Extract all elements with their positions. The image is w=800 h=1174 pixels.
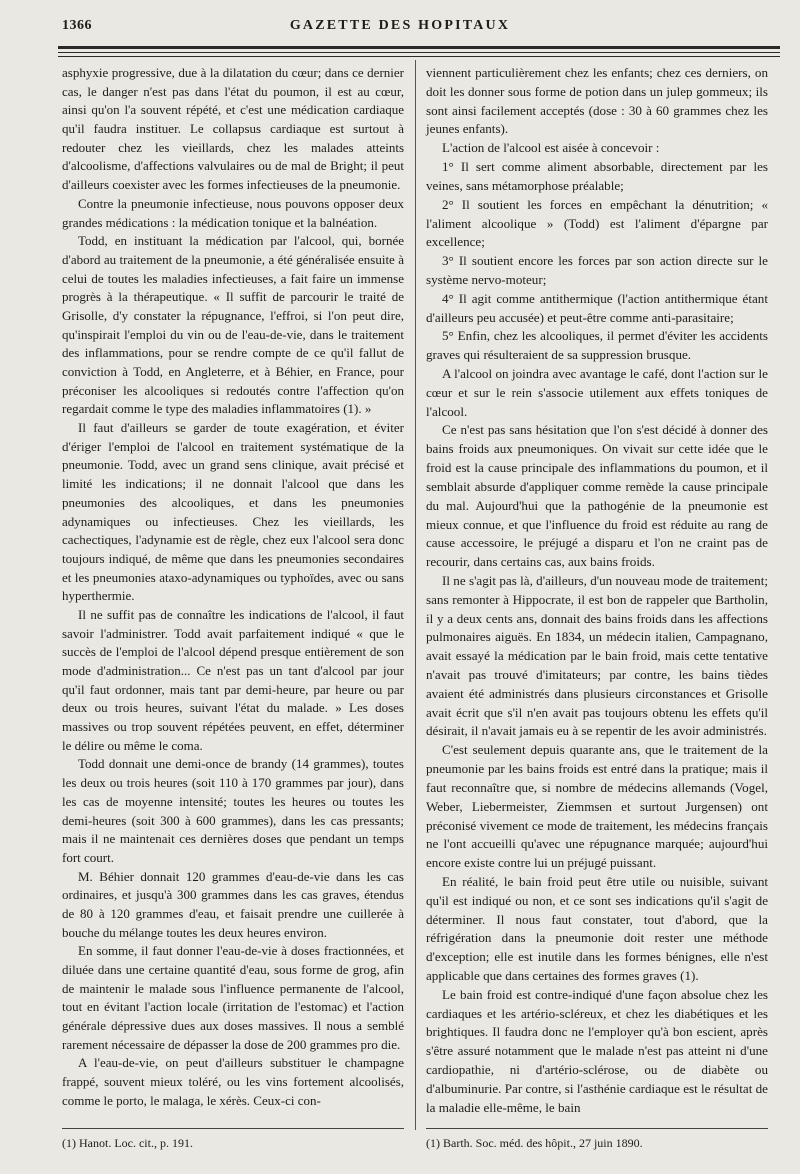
- footnote-rule: [62, 1128, 404, 1129]
- list-item: 3° Il soutient encore les forces par son action directe sur le système nervo-moteur;: [426, 253, 768, 287]
- paragraph: M. Béhier donnait 120 grammes d'eau-de-vie dans les cas ordinaires, et jusqu'à 300 grammes dans les cas graves, étendus de 80 à 120 grammes d'eau, et faisait prendre une cuillerée à bouche du mélange toutes les deux heures environ.: [62, 868, 404, 940]
- paragraph: A l'eau-de-vie, on peut d'ailleurs substituer le champagne frappé, souvent mieux toléré, ou les vins fortement alcoolisés, comme le porto, le malaga, le xérès. Ceux-ci con-: [62, 1055, 404, 1108]
- paragraph: Il ne suffit pas de connaître les indications de l'alcool, il faut savoir l'administrer. Todd avait parfaitement indiqué « que le succès de l'emploi de l'alcool dépend presque entièrement de son mode d'administration... Ce n'est pas un tant d'alcool par jour qu'il faut ordonner, mais tant par demi-heure, par heure ou par deux ou trois heures, suivant l'état du malade. » Les doses massives ou trop souvent répétées peuvent, en effet, déterminer le délire ou même le coma.: [62, 606, 404, 753]
- right-column: [426, 64, 768, 1118]
- paragraph: Todd, en instituant la médication par l'alcool, qui, bornée d'abord au traitement de la pneumonie, a été généralisée ensuite à celui de toutes les maladies infectieuses, a fait faire un immense progrès à la thérapeutique. « Il suffit de parcourir le traité de Grisolle, d'y constater la répugnance, l'effroi, si l'on peut dire, qu'inspirait l'emploi du vin ou de l'eau-de-vie, dans le traitement des inflammations, pour se rendre compte de ce qu'il fallut de conviction à Todd, en Angleterre, et à Béhier, en France, pour préconiser les alcooliques si redoutés contre l'affection qu'on regardait comme le type des maladies inflammatoires (1). »: [62, 233, 404, 417]
- paragraph: En somme, il faut donner l'eau-de-vie à doses fractionnées, et diluée dans une certaine quantité d'eau, sous forme de grog, afin de maintenir le malade sous l'influence permanente de l'alcool, tout en évitant l'action locale (irritation de l'estomac) et l'action générale dépressive dues aux doses massives. Il nous a semblé rarement nécessaire de dépasser la dose de 200 grammes pro die.: [62, 943, 404, 1052]
- journal-title: GAZETTE DES HOPITAUX: [289, 18, 511, 33]
- page-number: 1366: [62, 18, 92, 33]
- column-divider: [415, 60, 416, 1130]
- list-item: 4° Il agit comme antithermique (l'action antithermique étant d'ailleurs peu accusée) et peut-être comme anti-parasitaire;: [426, 290, 768, 325]
- list-item: 2° Il soutient les forces en empêchant la dénutrition; « l'aliment alcoolique » (Todd) est l'aliment d'épargne par excellence;: [426, 196, 768, 250]
- paragraph: Il faut d'ailleurs se garder de toute exagération, et éviter d'ériger l'emploi de l'alcool en traitement systématique de la pneumonie. Todd, avec un grand sens clinique, avait précisé et limité les indications; il ne donnait l'alcool que dans les pneumonies des alcooliques, et dans les pneumonies adynamiques ou infectieuses. Chez les vieillards, les cachectiques, l'adynamie est de règle, chez eux l'alcool sera donc toujours indiqué, de même que dans les pneumonies secondaires et les pneumonies ataxo-adynamiques ou typhoïdes, avec ou sans hyperthermie.: [62, 420, 404, 604]
- page-header: [0, 18, 800, 40]
- paragraph: Ce n'est pas sans hésitation que l'on s'est décidé à donner des bains froids aux pneumoniques. On vivait sur cette idée que le froid est la cause principale des inflammations du poumon, et il semblait absurde d'appliquer comme remède la cause principale du mal. Aujourd'hui que la pathogénie de la pneumonie est mieux connue, et que l'influence du froid est réduite au rang de cause accessoire, le préjugé a disparu et l'on ne craint pas de recourir, dans certains cas, aux bains froids.: [426, 422, 768, 570]
- footnote-right: (1) Barth. Soc. méd. des hôpit., 27 juin 1890.: [426, 1136, 643, 1150]
- header-rule-thin: [58, 52, 780, 53]
- paragraph: L'action de l'alcool est aisée à concevoir :: [442, 140, 660, 156]
- paragraph: viennent particulièrement chez les enfants; chez ces derniers, on doit les donner sous forme de potion dans un julep gommeux; ils sont ainsi facilement acceptés (dose : 30 à 60 grammes chez les jeunes enfants).: [426, 65, 768, 137]
- paragraph: C'est seulement depuis quarante ans, que le traitement de la pneumonie par les bains froids est entré dans la pratique; mais il faut reconnaître que, si nombre de médecins allemands (Vogel, Weber, Liebermeister, Ziemmsen et surtout Jurgensen) ont préconisé vivement ce mode de traitement, les médecins français ne l'ont accueilli qu'avec une répugnance marquée; aujourd'hui encore existe contre lui un préjugé puissant.: [426, 742, 768, 871]
- footnote-rule: [426, 1128, 768, 1129]
- header-rule-thin-2: [58, 56, 780, 57]
- paragraph: A l'alcool on joindra avec avantage le café, dont l'action sur le cœur et sur le rein s'associe utilement aux effets toniques de l'alcool.: [426, 366, 768, 419]
- left-column: [62, 64, 404, 1111]
- paragraph: Le bain froid est contre-indiqué d'une façon absolue chez les cardiaques et les artério-scléreux, et chez les diabétiques et les brightiques. Il faudra donc ne l'employer qu'à bon escient, après s'être assuré notamment que le malade n'est pas atteint ni d'une cardiopathie, ni d'artério-sclérose, ou de diabète ou d'albuminurie. Par contre, si l'asthénie cardiaque est le résultat de la maladie elle-même, le bain: [426, 986, 768, 1115]
- list-item: 1° Il sert comme aliment absorbable, directement par les veines, sans métamorphose préalable;: [426, 159, 768, 193]
- footnote-left: (1) Hanot. Loc. cit., p. 191.: [62, 1136, 193, 1150]
- list-item: 5° Enfin, chez les alcooliques, il permet d'éviter les accidents graves qui résulteraient de sa suppression brusque.: [426, 328, 768, 363]
- paragraph: Contre la pneumonie infectieuse, nous pouvons opposer deux grandes médications : la médication tonique et la balnéation.: [62, 195, 404, 230]
- paragraph: Todd donnait une demi-once de brandy (14 grammes), toutes les deux ou trois heures (soit 110 à 170 grammes par jour), dans les cas de moyenne intensité; toutes les heures ou toutes les demi-heures (soit 300 à 600 grammes), dans les cas pressants; mais il ne maintenait ces dernières doses que pendant un temps fort court.: [62, 756, 404, 865]
- paragraph: Il ne s'agit pas là, d'ailleurs, d'un nouveau mode de traitement; sans remonter à Hippocrate, il est bon de rappeler que Bartholin, il y a deux cents ans, donnait des bains froids dans les affections pulmonaires aiguës. En 1834, un médecin italien, Campagnano, avait essayé la médication par le bain froid, mais cette tentative n'avait pas trouvé d'imitateurs; par contre, les bains tièdes avaient été administrés dans plusieurs circonstances et Grisolle avait écrit que s'il n'en avait pas toujours obtenu les effets qu'il désirait, il n'avait jamais eu à se repentir de les avoir administrés.: [426, 572, 768, 739]
- paragraph: asphyxie progressive, due à la dilatation du cœur; dans ce dernier cas, le danger n'est pas dans l'état du poumon, il est au cœur, ainsi qu'on l'a souvent répété, et c'est une médication cardiaque qu'il faudra instituer. Le collapsus cardiaque est surtout à redouter chez les vieillards, chez les malades atteints d'alcoolisme, d'affections valvulaires ou de mal de Bright; il peut d'ailleurs coexister avec les formes infectieuses de la pneumonie.: [62, 65, 404, 193]
- paragraph: En réalité, le bain froid peut être utile ou nuisible, suivant qu'il est indiqué ou non, et ce sont ses indications qu'il s'agit de déterminer. Il nous faut constater, tout d'abord, que la réfrigération dans la pneumonie doit rester une méthode d'exception; elle est inutile dans les formes bénignes, elle n'est applicable que dans certaines des formes graves (1).: [426, 873, 768, 983]
- header-rule-thick: [58, 46, 780, 49]
